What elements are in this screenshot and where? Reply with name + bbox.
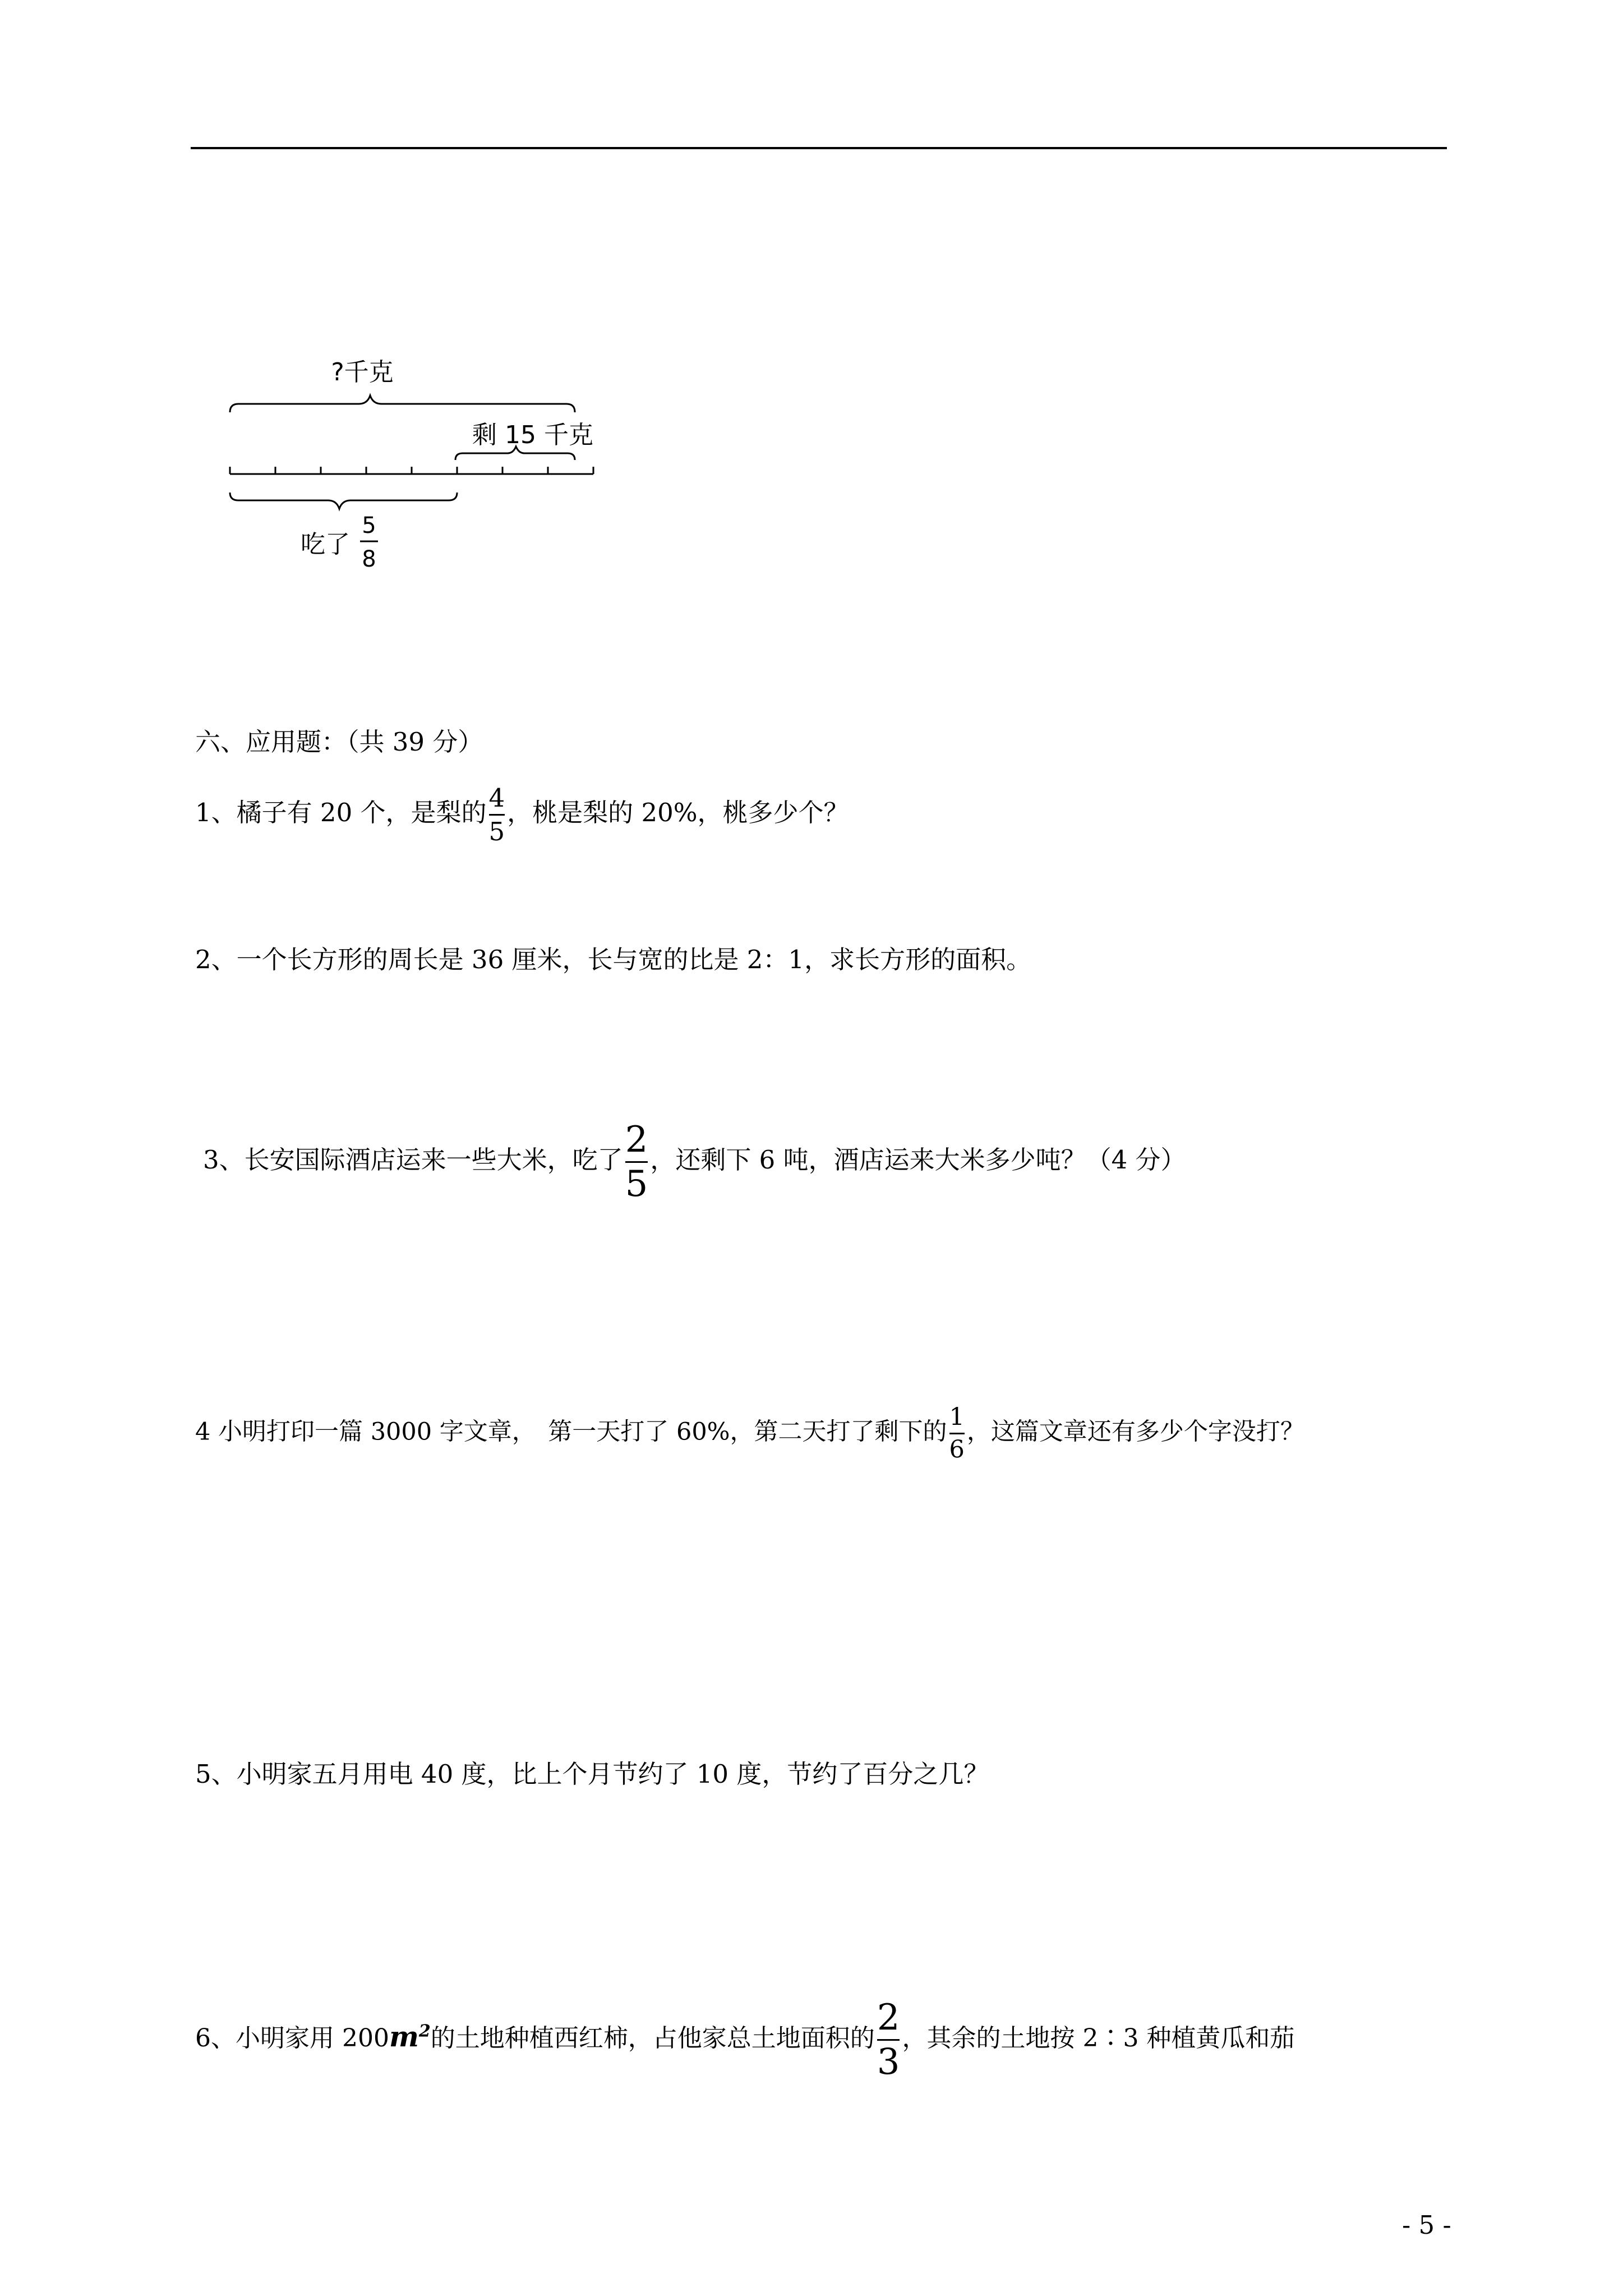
section-title: 六、应用题：（共 39 分） — [195, 727, 483, 757]
eaten-fraction-denominator: 8 — [362, 546, 376, 572]
fraction-bar — [949, 1433, 965, 1434]
problem-1 — [195, 785, 849, 844]
problem-3-fraction — [625, 1119, 648, 1205]
segment-diagram — [213, 348, 617, 583]
problem-4-text-b: ，这篇文章还有多少个字没打？ — [966, 1418, 1304, 1446]
unit-base: m — [389, 2020, 419, 2053]
fraction-bar — [877, 2039, 900, 2041]
problem-6 — [195, 1997, 1295, 2083]
problem-4-text-a: 4 小明打印一篇 3000 字文章， 第一天打了 60%，第二天打了剩下的 — [195, 1418, 947, 1446]
unit-exponent: 2 — [418, 2021, 431, 2041]
problem-6-text-c: ，其余的土地按 2∶3 种植黄瓜和茄 — [902, 2024, 1295, 2053]
header-rule — [191, 147, 1447, 149]
problem-1-fraction — [489, 785, 505, 844]
fraction-numerator: 1 — [949, 1403, 965, 1431]
fraction-bar — [489, 814, 505, 816]
problem-6-text-a: 6、小明家用 200 — [195, 2024, 389, 2053]
fraction-bar — [625, 1161, 648, 1163]
problem-3-text-a: 3、长安国际酒店运来一些大米，吃了 — [203, 1145, 623, 1175]
problem-1-text-a: 1、橘子有 20 个，是梨的 — [195, 798, 487, 827]
fraction-denominator: 6 — [949, 1435, 965, 1464]
eaten-label: 吃了 — [301, 530, 350, 559]
total-label: ?千克 — [331, 358, 394, 386]
fraction-denominator: 5 — [625, 1163, 648, 1205]
fraction-numerator: 2 — [877, 1997, 900, 2039]
problem-1-text-b: ，桃是梨的 20%，桃多少个？ — [507, 798, 849, 827]
fraction-denominator: 3 — [877, 2041, 900, 2083]
problem-6-fraction — [877, 1997, 900, 2083]
problem-2: 2、一个长方形的周长是 36 厘米，长与宽的比是 2：1，求长方形的面积。 — [195, 945, 1032, 974]
problem-4 — [195, 1405, 1304, 1462]
total-brace — [230, 395, 575, 412]
fraction-numerator: 2 — [625, 1119, 648, 1161]
fraction-numerator: 4 — [488, 783, 505, 813]
problem-3 — [203, 1119, 1186, 1205]
problem-3-text-b: ，还剩下 6 吨，酒店运来大米多少吨？（4 分） — [650, 1145, 1186, 1175]
fraction-denominator: 5 — [488, 817, 505, 846]
remain-label: 剩 15 千克 — [472, 421, 593, 449]
problem-6-text-b: 的土地种植西红柿，占他家总土地面积的 — [430, 2024, 875, 2053]
page-number: - 5 - — [1402, 2210, 1451, 2240]
area-unit — [389, 2020, 431, 2053]
eaten-fraction-numerator: 5 — [362, 513, 376, 539]
problem-4-fraction — [949, 1405, 965, 1462]
tick-marks — [230, 467, 593, 474]
problem-5: 5、小明家五月用电 40 度，比上个月节约了 10 度，节约了百分之几？ — [195, 1759, 989, 1789]
eaten-brace — [230, 493, 457, 509]
